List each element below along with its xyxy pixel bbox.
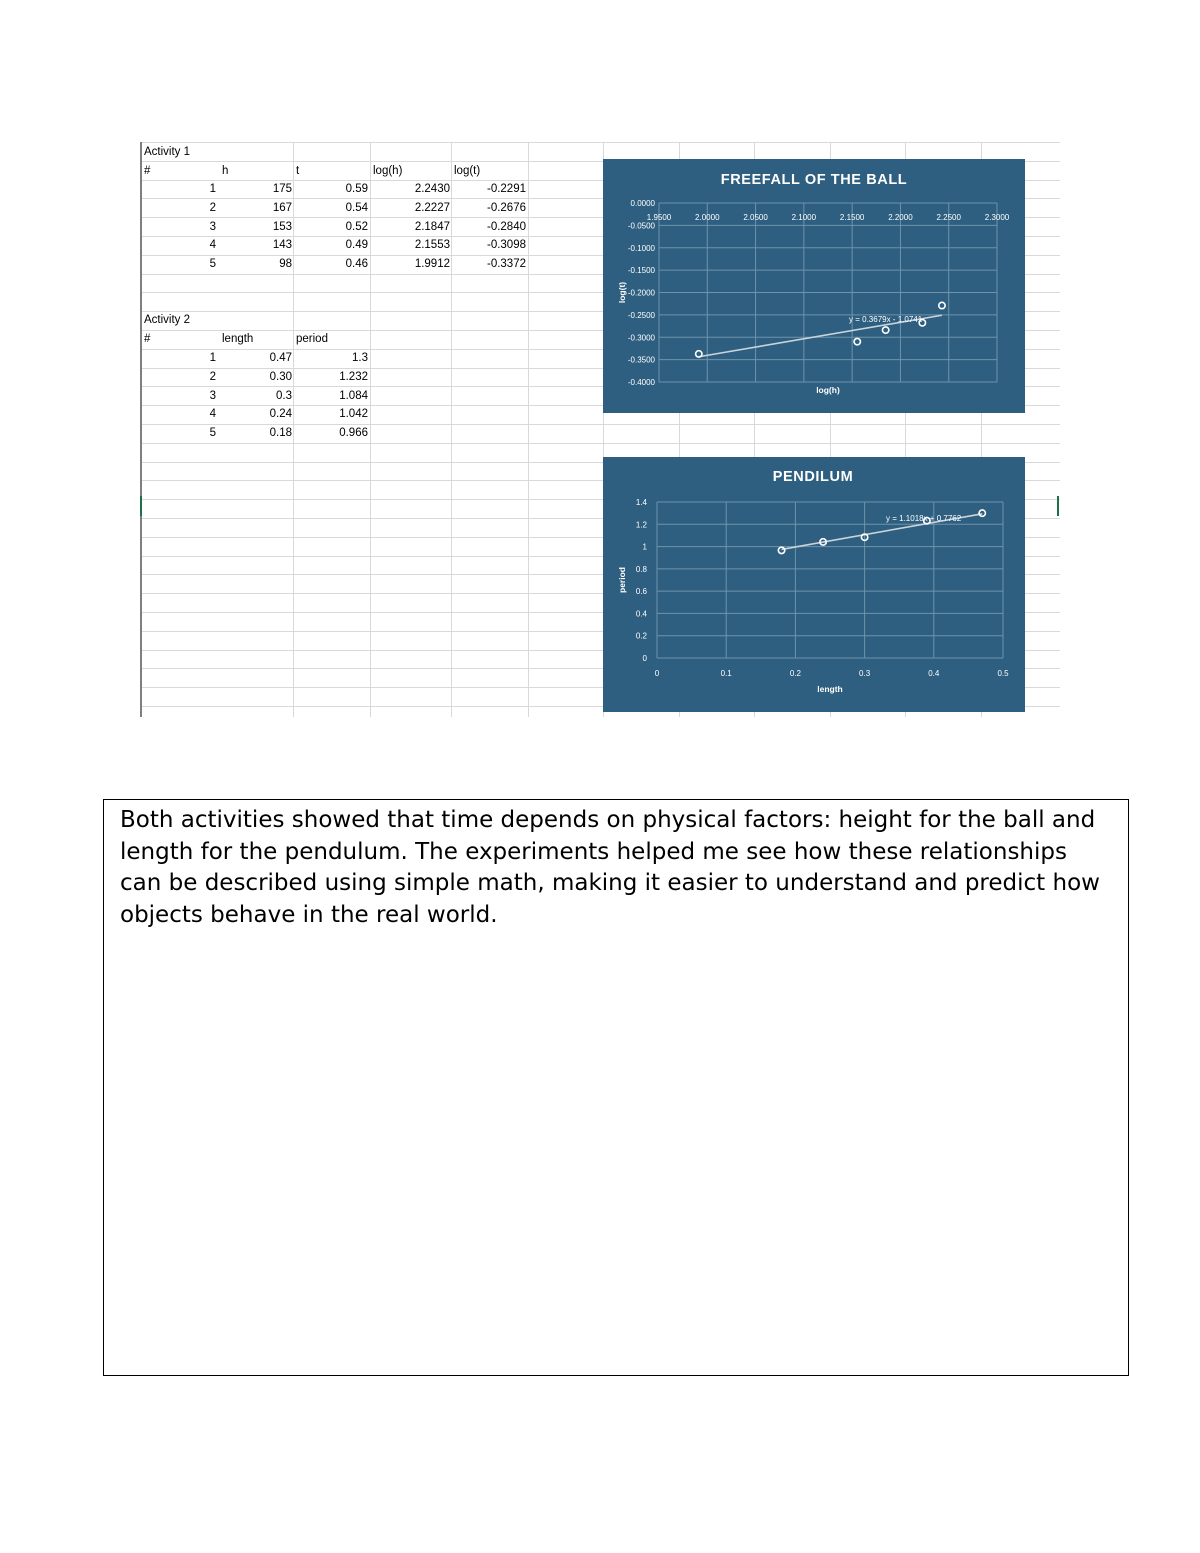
chart-title: PENDILUM xyxy=(772,469,854,485)
activity1-cell-num: 5 xyxy=(209,258,216,271)
activity1-cell-logh: 2.2227 xyxy=(414,201,450,214)
activity1-cell-logt: -0.3098 xyxy=(486,239,526,252)
y-tick-label: 1.4 xyxy=(635,498,647,507)
selection-marker-left xyxy=(140,496,142,516)
activity2-cell-period: 0.966 xyxy=(339,427,368,440)
activity1-cell-logt: -0.3372 xyxy=(486,258,526,271)
activity1-cell-h: 143 xyxy=(272,239,292,252)
y-tick-label: -0.0500 xyxy=(627,221,655,231)
y-tick-label: -0.2500 xyxy=(627,310,655,320)
x-axis-label: log(h) xyxy=(816,385,840,395)
y-tick-label: -0.1000 xyxy=(627,243,655,253)
y-tick-label: -0.3000 xyxy=(627,333,655,343)
activity2-header-length: length xyxy=(222,333,254,345)
x-axis-label: length xyxy=(817,684,843,694)
answer-box[interactable] xyxy=(103,799,1129,1376)
y-tick-label: -0.4000 xyxy=(627,378,655,387)
pendulum-chart[interactable] xyxy=(603,457,1025,712)
activity2-header-num: # xyxy=(144,333,151,345)
activity2-cell-num: 2 xyxy=(209,370,216,383)
data-point xyxy=(778,547,784,553)
activity2-cell-period: 1.084 xyxy=(339,389,368,402)
x-tick-label: 2.1000 xyxy=(791,213,817,222)
sheet-column-line xyxy=(293,142,294,717)
activity2-cell-num: 3 xyxy=(209,389,216,402)
freefall-chart-svg xyxy=(603,159,1025,413)
activity2-cell-length: 0.24 xyxy=(269,408,292,421)
activity1-cell-t: 0.46 xyxy=(345,258,368,271)
trendline-equation: y = 1.1018x + 0.7762 xyxy=(886,514,962,523)
x-tick-label: 0.1 xyxy=(720,669,732,678)
sheet-left-border xyxy=(140,142,142,717)
activity2-header-period: period xyxy=(296,333,328,345)
activity1-cell-t: 0.59 xyxy=(345,183,368,195)
activity1-header-num: # xyxy=(144,165,151,177)
x-tick-label: 2.3000 xyxy=(984,213,1010,222)
data-point xyxy=(854,338,860,344)
data-point xyxy=(939,302,945,308)
activity1-cell-logh: 2.1847 xyxy=(414,220,450,233)
trendline-equation: y = 0.3679x - 1.0741 xyxy=(849,315,923,324)
y-tick-label: 1.2 xyxy=(635,520,647,530)
x-tick-label: 0.2 xyxy=(789,669,801,678)
x-tick-label: 2.0500 xyxy=(743,213,768,222)
activity1-cell-logt: -0.2291 xyxy=(486,183,526,195)
y-tick-label: 1 xyxy=(642,542,647,552)
data-point xyxy=(979,510,985,516)
x-tick-label: 0.3 xyxy=(859,669,871,678)
activity1-cell-h: 153 xyxy=(272,220,292,233)
activity1-cell-num: 2 xyxy=(209,201,216,214)
activity2-title: Activity 2 xyxy=(144,314,191,326)
x-tick-label: 2.0000 xyxy=(695,213,720,222)
activity1-cell-logt: -0.2676 xyxy=(486,201,526,214)
activity1-cell-h: 98 xyxy=(279,258,292,271)
activity1-cell-logt: -0.2840 xyxy=(486,220,526,233)
sheet-column-line xyxy=(370,142,371,717)
activity1-cell-logh: 2.1553 xyxy=(414,239,450,252)
sheet-column-line xyxy=(451,142,452,717)
activity1-cell-num: 1 xyxy=(209,183,216,195)
x-tick-label: 2.2500 xyxy=(936,213,961,222)
activity1-cell-t: 0.54 xyxy=(345,201,368,214)
y-tick-label: 0.2 xyxy=(635,631,647,641)
y-axis-label: period xyxy=(617,567,627,593)
pendulum-chart-svg xyxy=(603,457,1025,712)
activity1-cell-h: 167 xyxy=(272,201,292,214)
activity2-cell-period: 1.042 xyxy=(339,408,368,421)
y-tick-label: -0.3500 xyxy=(627,355,655,365)
y-tick-label: 0.6 xyxy=(635,587,647,597)
activity2-cell-num: 4 xyxy=(209,408,216,421)
activity2-cell-period: 1.3 xyxy=(352,352,368,364)
sheet-column-line xyxy=(528,142,529,717)
selection-marker-right xyxy=(1057,496,1059,516)
y-tick-label: -0.2000 xyxy=(627,288,655,298)
activity2-cell-period: 1.232 xyxy=(339,370,368,383)
y-tick-label: 0.8 xyxy=(635,564,647,574)
activity1-cell-logh: 1.9912 xyxy=(414,258,450,271)
activity2-cell-num: 1 xyxy=(209,352,216,364)
activity1-title: Activity 1 xyxy=(144,146,191,158)
activity1-header-h: h xyxy=(222,165,229,177)
sheet-row-line xyxy=(140,142,1060,143)
x-tick-label: 2.1500 xyxy=(839,213,865,222)
y-axis-label: log(t) xyxy=(617,281,627,304)
y-tick-label: 0.4 xyxy=(635,609,647,619)
x-tick-label: 0 xyxy=(654,669,660,678)
activity2-cell-num: 5 xyxy=(209,427,216,440)
x-tick-label: 0.4 xyxy=(928,669,940,678)
activity1-cell-t: 0.49 xyxy=(345,239,368,252)
activity1-cell-num: 4 xyxy=(209,239,216,252)
activity1-header-logh: log(h) xyxy=(373,165,403,177)
activity1-cell-num: 3 xyxy=(209,220,216,233)
activity1-cell-t: 0.52 xyxy=(345,220,368,233)
chart-title: FREEFALL OF THE BALL xyxy=(720,172,908,188)
activity1-cell-h: 175 xyxy=(272,183,292,195)
freefall-chart[interactable] xyxy=(603,159,1025,413)
activity1-header-t: t xyxy=(296,165,300,177)
activity2-cell-length: 0.47 xyxy=(269,352,292,364)
activity2-cell-length: 0.18 xyxy=(269,427,292,440)
activity1-header-logt: log(t) xyxy=(454,165,481,177)
activity2-cell-length: 0.3 xyxy=(276,389,292,402)
y-tick-label: 0.0000 xyxy=(630,199,655,208)
x-tick-label: 2.2000 xyxy=(888,213,913,222)
activity1-cell-logh: 2.2430 xyxy=(414,183,450,195)
x-tick-label: 0.5 xyxy=(997,669,1009,678)
y-tick-label: -0.1500 xyxy=(627,266,655,276)
data-point xyxy=(882,327,888,333)
y-tick-label: 0 xyxy=(642,654,647,663)
x-tick-label: 1.9500 xyxy=(646,213,672,222)
activity2-cell-length: 0.30 xyxy=(269,370,292,383)
answer-text: Both activities showed that time depends on physical factors: height for the ball and length for the pendulum. The experiments helped me see how these relationships can be described using simple math, making it easier to understand and predict how objects behave in the real world. xyxy=(120,807,1100,928)
